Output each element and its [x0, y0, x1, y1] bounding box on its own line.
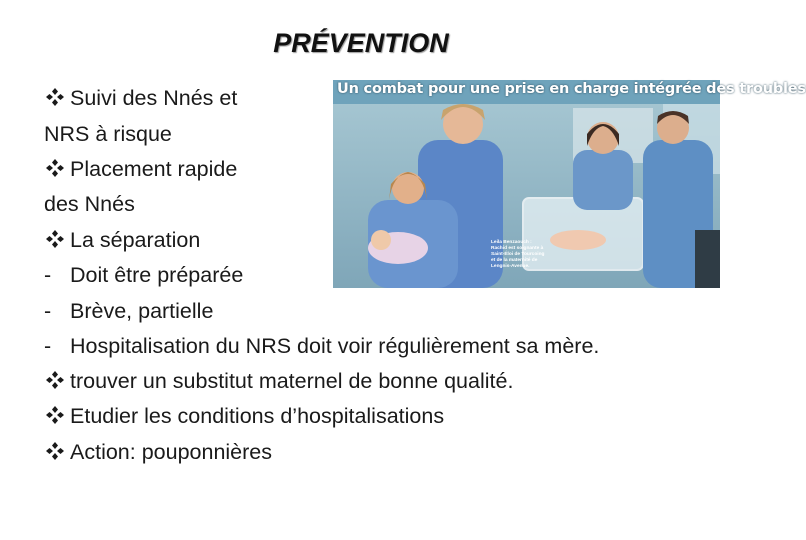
- bullet-line-4: [44, 186, 135, 222]
- dash-line-1: [44, 257, 243, 293]
- bullet-text: Brève, partielle: [70, 299, 214, 323]
- bullet-text: Doit être préparée: [70, 263, 244, 287]
- bullet-line-7: [44, 398, 444, 434]
- photo-caption: Leila Benzaouch : Rachid est soignante à Saint-Éloi de Tourcoing et de la maternité de Lengnis-Avenue.: [491, 240, 545, 269]
- bullet-text: NRS à risque: [44, 122, 172, 146]
- bullet-text: Hospitalisation du NRS doit voir régulièrement sa mère.: [70, 334, 600, 358]
- dash-line-3: [44, 328, 599, 364]
- bullet-line-3: [44, 151, 237, 187]
- dash-marker: -: [44, 299, 52, 323]
- diamond-bullet-icon: [44, 365, 70, 385]
- diamond-bullet-icon: [44, 224, 70, 244]
- bullet-line-1: [44, 80, 237, 116]
- bullet-line-2: [44, 116, 172, 152]
- bullet-line-8: [44, 434, 272, 470]
- bullet-text: Etudier les conditions d’hospitalisations: [70, 404, 445, 428]
- diamond-bullet-icon: [44, 436, 70, 456]
- bullet-text: trouver un substitut maternel de bonne qualité.: [70, 369, 514, 393]
- bullet-text: La séparation: [70, 228, 201, 252]
- diamond-bullet-icon: [44, 82, 70, 102]
- bullet-text: Suivi des Nnés et: [70, 86, 238, 110]
- dash-line-2: [44, 293, 213, 329]
- photo-headline: Un combat pour une prise en charge intégrée des troubles: [337, 81, 806, 97]
- bullet-line-6: [44, 363, 513, 399]
- bullet-line-5: [44, 222, 200, 258]
- slide-title: PRÉVENTION: [273, 28, 449, 58]
- diamond-bullet-icon: [44, 153, 70, 173]
- dash-marker: -: [44, 263, 52, 287]
- dash-marker: -: [44, 334, 52, 358]
- bullet-text: des Nnés: [44, 192, 135, 216]
- newspaper-photo: [333, 80, 806, 288]
- bullet-text: Action: pouponnières: [70, 440, 273, 464]
- bullet-text: Placement rapide: [70, 157, 238, 181]
- diamond-bullet-icon: [44, 400, 70, 420]
